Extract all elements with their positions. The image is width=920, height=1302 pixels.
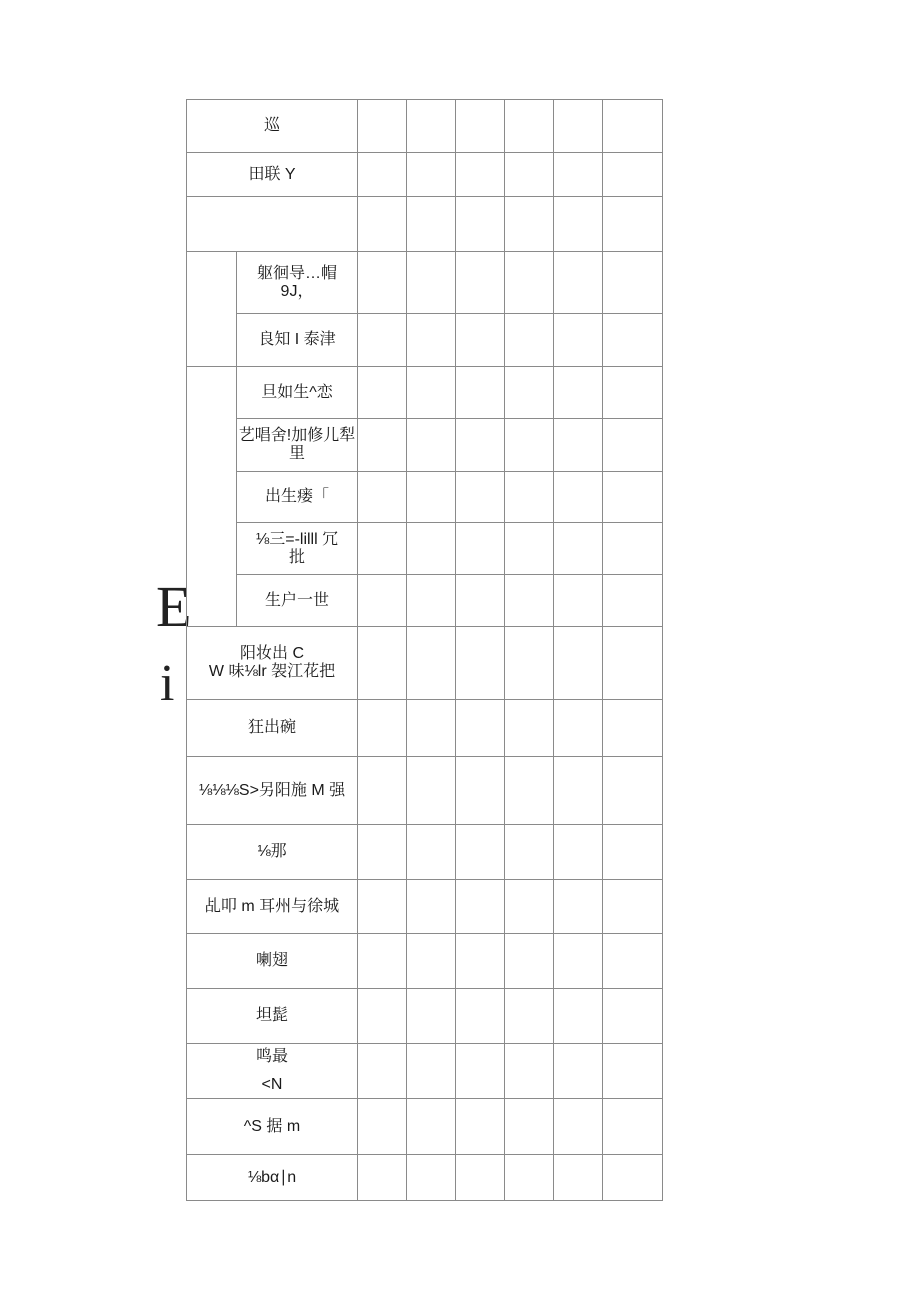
table-cell bbox=[407, 757, 456, 825]
table-cell bbox=[505, 1044, 554, 1099]
row-label: ^S 据 m bbox=[187, 1099, 358, 1155]
table-cell bbox=[603, 153, 663, 197]
table-row bbox=[187, 197, 663, 252]
row-label: 狂出碗 bbox=[187, 700, 358, 757]
table-cell bbox=[456, 367, 505, 419]
table-cell bbox=[554, 252, 603, 314]
row-label-line: 躯徊导…帽 bbox=[257, 264, 338, 282]
row-label: 乩叩 m 耳州与徐城 bbox=[187, 880, 358, 934]
table-cell bbox=[603, 934, 663, 989]
table-cell bbox=[505, 252, 554, 314]
row-label-line: 批 bbox=[289, 548, 306, 566]
table-cell bbox=[554, 100, 603, 153]
table-cell bbox=[358, 880, 407, 934]
table-cell bbox=[554, 1155, 603, 1201]
table-cell bbox=[358, 1155, 407, 1201]
table-cell bbox=[554, 989, 603, 1044]
table-row bbox=[187, 1099, 663, 1155]
row-label bbox=[237, 252, 358, 314]
row-label: ⅛⅛⅛S>另阳施 M 强 bbox=[187, 757, 358, 825]
table-cell bbox=[554, 367, 603, 419]
table-row bbox=[187, 523, 663, 575]
table-cell bbox=[407, 419, 456, 472]
table-row bbox=[187, 575, 663, 627]
table-cell bbox=[358, 153, 407, 197]
table-cell bbox=[554, 1044, 603, 1099]
table-cell bbox=[358, 757, 407, 825]
table-cell bbox=[603, 1044, 663, 1099]
table-row bbox=[187, 880, 663, 934]
side-mark-i: i bbox=[160, 655, 175, 712]
table-cell bbox=[554, 523, 603, 575]
table-cell bbox=[603, 197, 663, 252]
table-cell bbox=[603, 472, 663, 523]
table-cell bbox=[603, 252, 663, 314]
row-label: 巡 bbox=[187, 100, 358, 153]
table-cell bbox=[358, 700, 407, 757]
row-label bbox=[187, 627, 358, 700]
side-mark-e: E bbox=[156, 574, 192, 639]
row-label-line: 里 bbox=[289, 445, 306, 462]
table-cell bbox=[456, 700, 505, 757]
table-cell bbox=[358, 419, 407, 472]
table-cell bbox=[407, 880, 456, 934]
table-row bbox=[187, 757, 663, 825]
table-cell bbox=[603, 575, 663, 627]
table-cell bbox=[603, 627, 663, 700]
table-cell bbox=[554, 825, 603, 880]
table-cell bbox=[456, 100, 505, 153]
table-cell bbox=[407, 472, 456, 523]
table-cell bbox=[358, 825, 407, 880]
table-cell bbox=[603, 523, 663, 575]
row-label: 田联 Y bbox=[187, 153, 358, 197]
row-label bbox=[187, 1044, 358, 1099]
table-row bbox=[187, 367, 663, 419]
table-cell bbox=[358, 627, 407, 700]
table-cell bbox=[505, 880, 554, 934]
group-cell bbox=[187, 367, 237, 627]
table-cell bbox=[505, 627, 554, 700]
table-cell bbox=[358, 100, 407, 153]
table-cell bbox=[407, 575, 456, 627]
table-cell bbox=[603, 419, 663, 472]
table-cell bbox=[603, 1155, 663, 1201]
table-cell bbox=[554, 575, 603, 627]
table-cell bbox=[407, 1099, 456, 1155]
table-cell bbox=[407, 934, 456, 989]
table-cell bbox=[456, 757, 505, 825]
table-cell bbox=[505, 700, 554, 757]
row-label: ⅛那 bbox=[187, 825, 358, 880]
table-cell bbox=[358, 989, 407, 1044]
table-cell bbox=[603, 1099, 663, 1155]
table-cell bbox=[554, 700, 603, 757]
table-cell bbox=[358, 575, 407, 627]
table-cell bbox=[407, 989, 456, 1044]
row-label: 喇翅 bbox=[187, 934, 358, 989]
row-label: 出生瘘「 bbox=[237, 472, 358, 523]
table-cell bbox=[505, 472, 554, 523]
group-cell bbox=[187, 252, 237, 367]
row-label-line: 阳妆出 C bbox=[240, 645, 305, 662]
table-cell bbox=[407, 153, 456, 197]
table-cell bbox=[505, 197, 554, 252]
table-cell bbox=[505, 757, 554, 825]
table-row bbox=[187, 472, 663, 523]
table-cell bbox=[407, 367, 456, 419]
table-cell bbox=[456, 934, 505, 989]
table-cell bbox=[358, 367, 407, 419]
table-cell bbox=[505, 367, 554, 419]
table-cell bbox=[603, 700, 663, 757]
table-cell bbox=[554, 472, 603, 523]
table-cell bbox=[505, 825, 554, 880]
row-label: 生户一世 bbox=[237, 575, 358, 627]
table-cell bbox=[407, 1044, 456, 1099]
table-cell bbox=[456, 575, 505, 627]
table-row bbox=[187, 627, 663, 700]
table-cell bbox=[456, 1099, 505, 1155]
table-cell bbox=[554, 197, 603, 252]
table-cell bbox=[554, 757, 603, 825]
row-label: ⅛bα∣n bbox=[187, 1155, 358, 1201]
table-row bbox=[187, 153, 663, 197]
table-cell bbox=[456, 153, 505, 197]
table-cell bbox=[554, 627, 603, 700]
table-cell bbox=[554, 1099, 603, 1155]
table-cell bbox=[358, 472, 407, 523]
table-cell bbox=[505, 523, 554, 575]
row-label-line: ⅛三=-lilll 冗 bbox=[255, 530, 339, 548]
table-cell bbox=[554, 419, 603, 472]
table-cell bbox=[358, 1044, 407, 1099]
table-cell bbox=[456, 197, 505, 252]
table-cell bbox=[505, 1099, 554, 1155]
table-cell bbox=[603, 367, 663, 419]
table-cell bbox=[554, 314, 603, 367]
table-cell bbox=[456, 419, 505, 472]
table-cell bbox=[603, 100, 663, 153]
table-cell bbox=[456, 989, 505, 1044]
form-table bbox=[186, 99, 663, 1201]
row-label-line: 9J， bbox=[280, 282, 314, 300]
table-cell bbox=[505, 100, 554, 153]
table-cell bbox=[505, 934, 554, 989]
table-row bbox=[187, 934, 663, 989]
table-cell bbox=[603, 989, 663, 1044]
table-row bbox=[187, 1044, 663, 1099]
table-cell bbox=[554, 880, 603, 934]
row-label bbox=[187, 197, 358, 252]
table-cell bbox=[505, 989, 554, 1044]
table-cell bbox=[456, 627, 505, 700]
table-cell bbox=[407, 1155, 456, 1201]
table-cell bbox=[505, 419, 554, 472]
table-cell bbox=[358, 314, 407, 367]
row-label: 良知 I 泰津 bbox=[237, 314, 358, 367]
table-cell bbox=[505, 153, 554, 197]
table-cell bbox=[407, 314, 456, 367]
table-cell bbox=[358, 1099, 407, 1155]
row-label bbox=[237, 523, 358, 575]
table-cell bbox=[358, 252, 407, 314]
table-row bbox=[187, 100, 663, 153]
table-cell bbox=[456, 1155, 505, 1201]
table-cell bbox=[505, 1155, 554, 1201]
table-cell bbox=[407, 100, 456, 153]
table-cell bbox=[603, 757, 663, 825]
table-cell bbox=[456, 880, 505, 934]
row-label: 坦髭 bbox=[187, 989, 358, 1044]
table-row bbox=[187, 419, 663, 472]
table-cell bbox=[505, 575, 554, 627]
table-row bbox=[187, 989, 663, 1044]
table-row bbox=[187, 825, 663, 880]
table-cell bbox=[407, 627, 456, 700]
row-label-line: 鸣最 bbox=[256, 1048, 289, 1065]
table-cell bbox=[358, 523, 407, 575]
table-row bbox=[187, 314, 663, 367]
table-cell bbox=[456, 1044, 505, 1099]
table-cell bbox=[456, 523, 505, 575]
table-row bbox=[187, 1155, 663, 1201]
row-label-line: <N bbox=[261, 1076, 283, 1093]
table-cell bbox=[407, 523, 456, 575]
table-cell bbox=[407, 825, 456, 880]
table-cell bbox=[456, 252, 505, 314]
table-cell bbox=[358, 197, 407, 252]
table-cell bbox=[603, 880, 663, 934]
table-row bbox=[187, 252, 663, 314]
row-label-line: W 味⅛lr 袈江花把 bbox=[208, 663, 336, 680]
row-label bbox=[237, 419, 358, 472]
table-cell bbox=[603, 314, 663, 367]
table-cell bbox=[505, 314, 554, 367]
table-cell bbox=[358, 934, 407, 989]
table-cell bbox=[407, 252, 456, 314]
table-cell bbox=[554, 153, 603, 197]
table-cell bbox=[554, 934, 603, 989]
table-row bbox=[187, 700, 663, 757]
table-cell bbox=[456, 825, 505, 880]
row-label-line: 艺唱舍!加修儿犁 bbox=[238, 427, 356, 444]
table-cell bbox=[407, 700, 456, 757]
table-cell bbox=[456, 472, 505, 523]
table-cell bbox=[456, 314, 505, 367]
table-cell bbox=[603, 825, 663, 880]
row-label: 旦如生^恋 bbox=[237, 367, 358, 419]
table-cell bbox=[407, 197, 456, 252]
